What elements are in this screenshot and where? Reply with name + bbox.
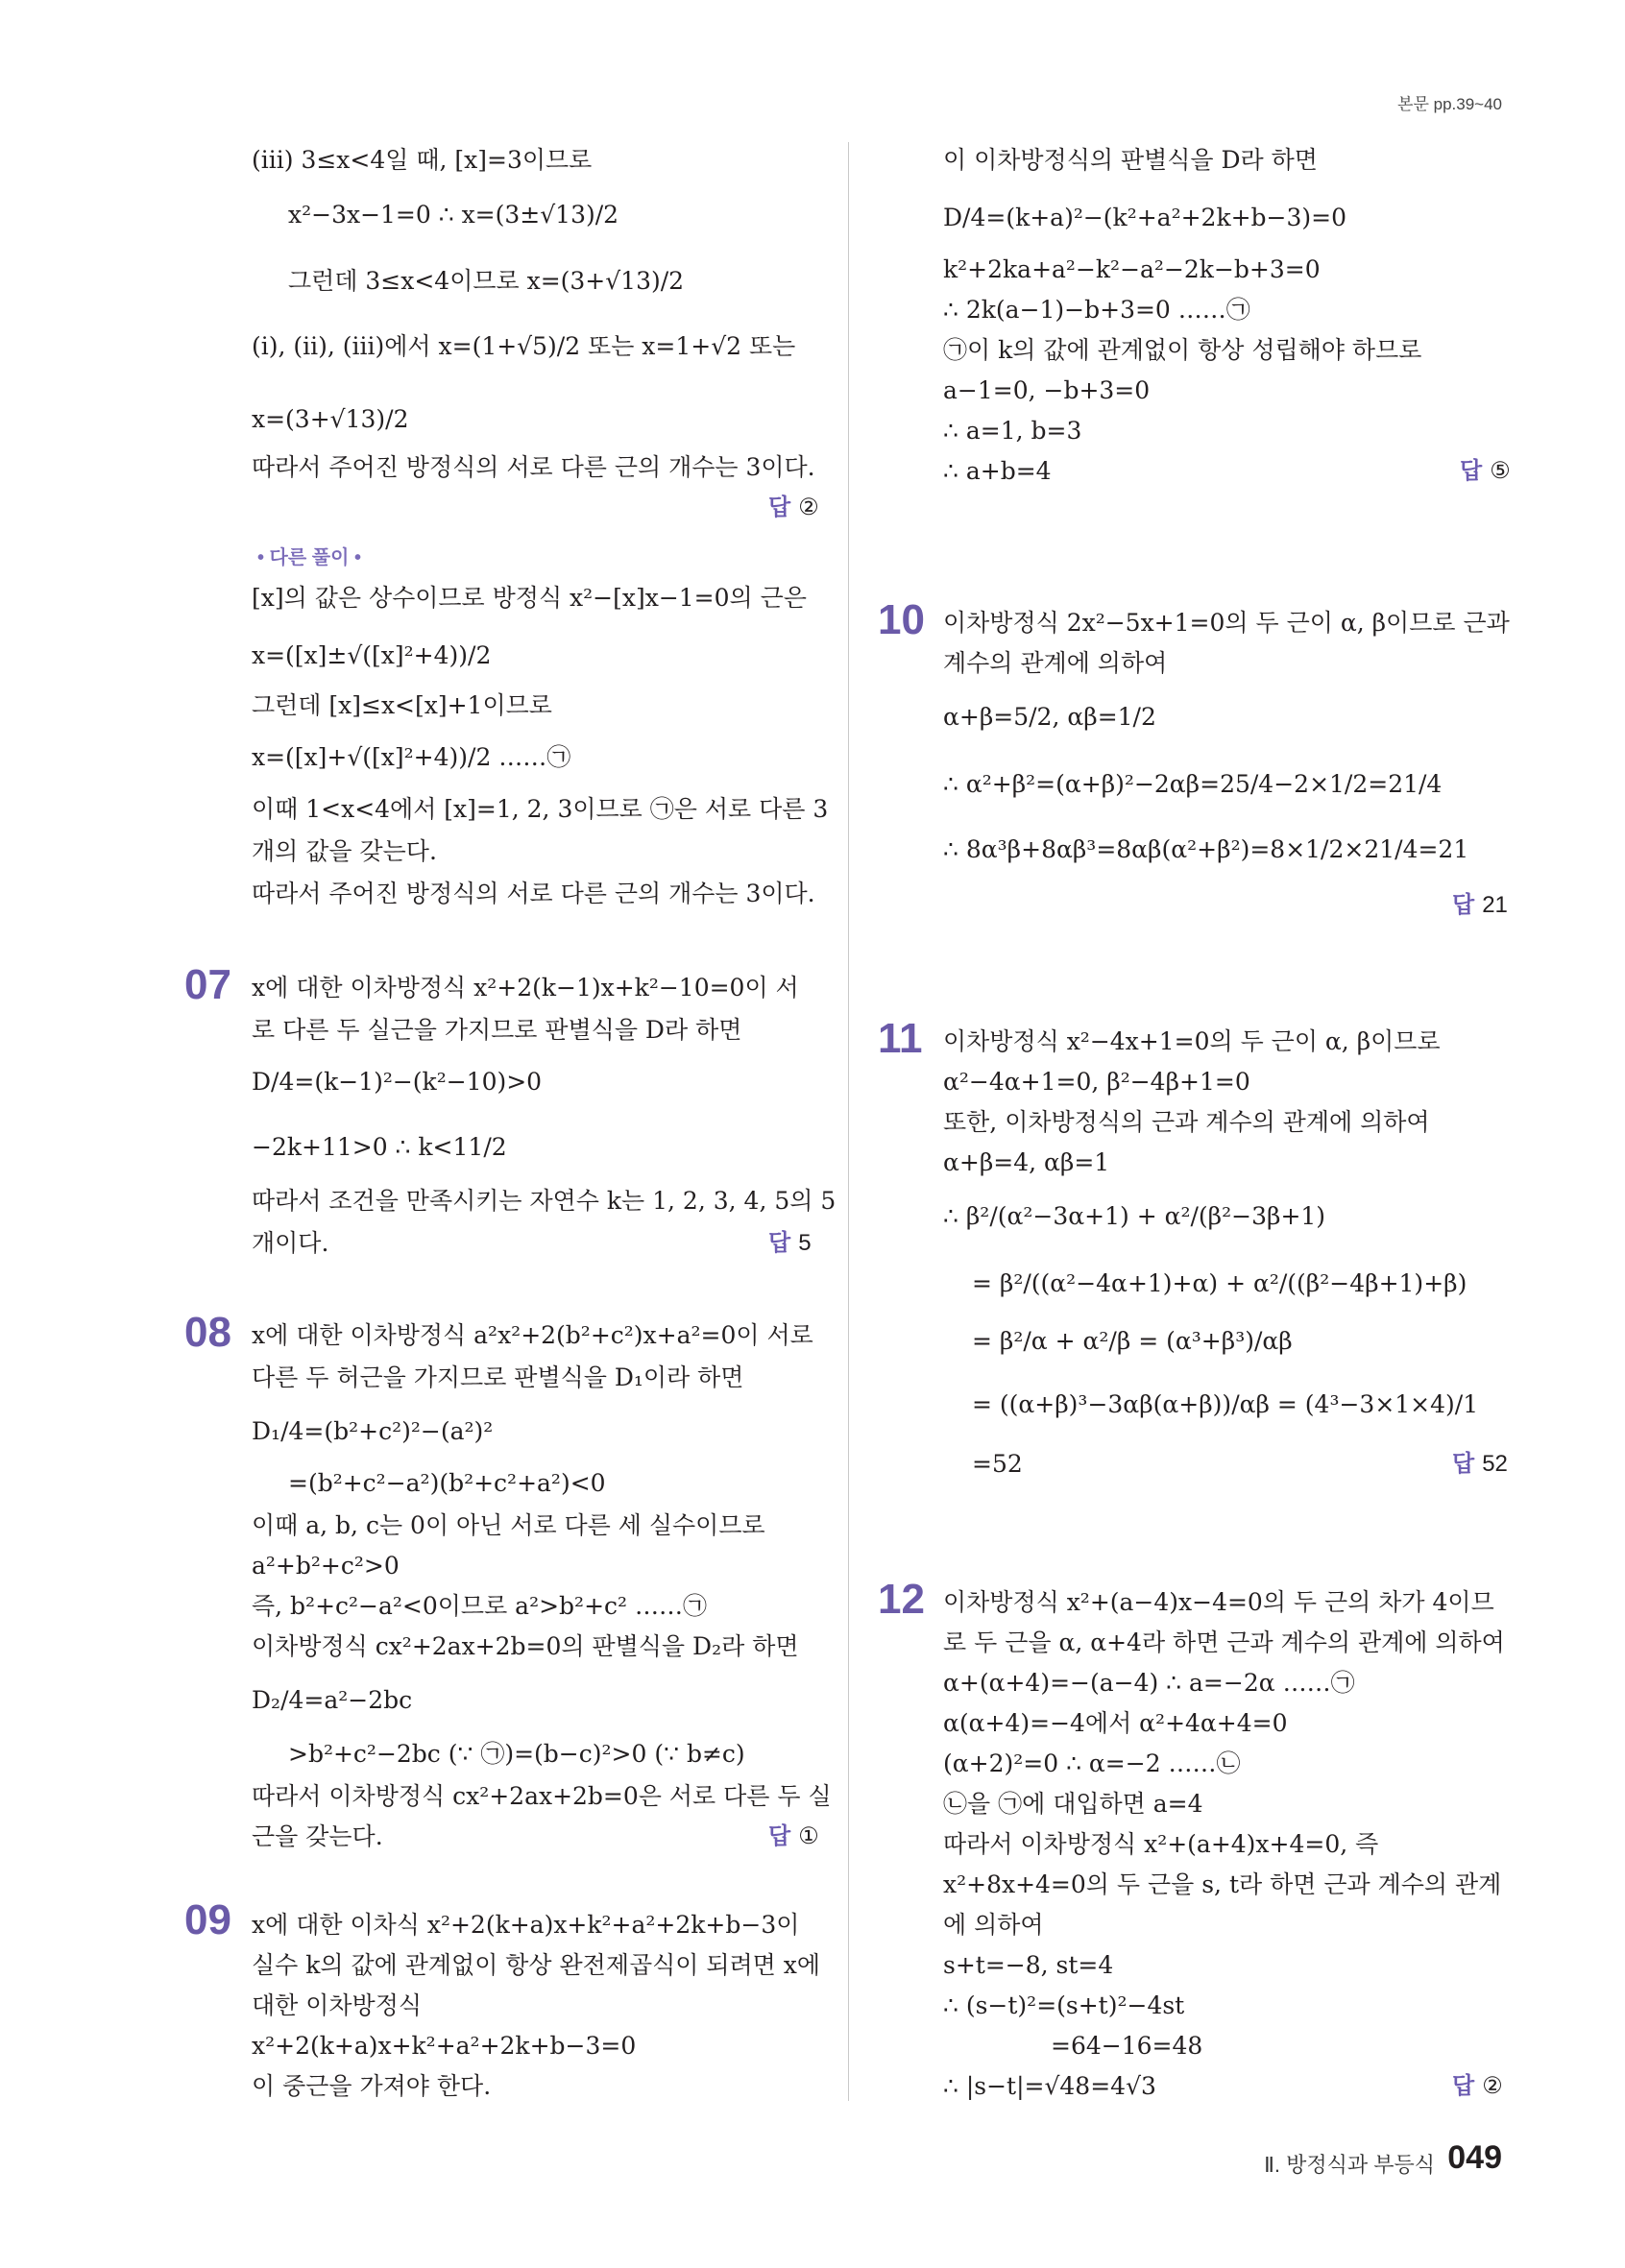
math-line: D/4=(k−1)²−(k²−10)>0 [252, 1068, 543, 1096]
answer-label: 답 [1460, 458, 1483, 484]
text-line: 그런데 3≤x<4이므로 x=(3+√13)/2 [288, 267, 685, 295]
math-line: x=([x]+√([x]²+4))/2 ……㉠ [252, 743, 571, 771]
text-line: 이차방정식 cx²+2ax+2b=0의 판별식을 D₂라 하면 [252, 1632, 799, 1660]
problem-number: 11 [878, 1015, 923, 1062]
page-number: 049 [1447, 2139, 1502, 2176]
math-line: =64−16=48 [1051, 2032, 1203, 2060]
math-line: ∴ a=1, b=3 [943, 417, 1082, 445]
answer [1452, 2070, 1503, 2103]
text-line: 이차방정식 x²+(a−4)x−4=0의 두 근의 차가 4이므 [943, 1588, 1494, 1616]
answer-label: 답 [1452, 2073, 1475, 2099]
math-line: D₁/4=(b²+c²)²−(a²)² [252, 1417, 494, 1445]
answer [768, 492, 819, 524]
text-line: 즉, b²+c²−a²<0이므로 a²>b²+c² ……㉠ [252, 1592, 707, 1620]
text-line: 대한 이차방정식 [252, 1991, 422, 2019]
text-line: 따라서 조건을 만족시키는 자연수 k는 1, 2, 3, 4, 5의 5 [252, 1187, 837, 1215]
text-line: 실수 k의 값에 관계없이 항상 완전제곱식이 되려면 x에 [252, 1951, 821, 1979]
text-line: ㉠이 k의 값에 관계없이 항상 성립해야 하므로 [943, 336, 1422, 364]
math-line: α+β=4, αβ=1 [943, 1148, 1110, 1176]
alternative-solution-title: • 다른 풀이 • [257, 547, 361, 568]
text-line: 근을 갖는다. [252, 1822, 383, 1850]
math-line: a²+b²+c²>0 [252, 1552, 400, 1580]
text-line: x²+8x+4=0의 두 근을 s, t라 하면 근과 계수의 관계 [943, 1870, 1502, 1898]
math-line: α+β=5/2, αβ=1/2 [943, 703, 1156, 731]
text-line: 따라서 주어진 방정식의 서로 다른 근의 개수는 3이다. [252, 880, 815, 907]
answer-label: 답 [768, 1230, 791, 1256]
text-line: 따라서 이차방정식 x²+(a+4)x+4=0, 즉 [943, 1830, 1379, 1858]
text-line: 개의 값을 갖는다. [252, 837, 437, 865]
page-reference: 본문 pp.39~40 [1397, 95, 1502, 113]
math-line: a−1=0, −b+3=0 [943, 376, 1151, 404]
math-line: ∴ α²+β²=(α+β)²−2αβ=25/4−2×1/2=21/4 [943, 770, 1443, 798]
text-line: 그런데 [x]≤x<[x]+1이므로 [252, 691, 552, 719]
math-line: ∴ a+b=4 [943, 457, 1052, 485]
answer-label: 답 [1452, 1451, 1475, 1477]
answer [1452, 889, 1508, 922]
problem-number: 09 [184, 1896, 231, 1943]
text-line: ㉡을 ㉠에 대입하면 a=4 [943, 1790, 1203, 1818]
math-line: >b²+c²−2bc (∵ ㉠)=(b−c)²>0 (∵ b≠c) [288, 1740, 745, 1768]
text-line: 이때 1<x<4에서 [x]=1, 2, 3이므로 ㉠은 서로 다른 3 [252, 795, 829, 823]
problem-number: 08 [184, 1309, 231, 1356]
math-line: x=(3+√13)/2 [252, 405, 409, 433]
math-line: ∴ β²/(α²−3α+1) + α²/(β²−3β+1) [943, 1202, 1326, 1230]
text-line: x에 대한 이차방정식 a²x²+2(b²+c²)x+a²=0이 서로 [252, 1321, 813, 1349]
text-line: 이때 a, b, c는 0이 아닌 서로 다른 세 실수이므로 [252, 1511, 765, 1539]
answer-value: 52 [1482, 1451, 1508, 1477]
column-divider [848, 142, 849, 2101]
answer-value: ⑤ [1490, 458, 1511, 484]
math-line: =(b²+c²−a²)(b²+c²+a²)<0 [288, 1469, 606, 1497]
math-line: k²+2ka+a²−k²−a²−2k−b+3=0 [943, 255, 1321, 283]
text-line: 로 두 근을 α, α+4라 하면 근과 계수의 관계에 의하여 [943, 1629, 1505, 1656]
answer-label: 답 [1452, 892, 1475, 918]
text-line: [x]의 값은 상수이므로 방정식 x²−[x]x−1=0의 근은 [252, 584, 807, 612]
math-line: α²−4α+1=0, β²−4β+1=0 [943, 1068, 1250, 1096]
math-line: x=([x]±√([x]²+4))/2 [252, 641, 492, 669]
answer [1460, 455, 1511, 488]
math-line: x²+2(k+a)x+k²+a²+2k+b−3=0 [252, 2032, 637, 2060]
text-line: 계수의 관계에 의하여 [943, 649, 1168, 677]
text-line: 개이다. [252, 1229, 329, 1257]
math-line: D/4=(k+a)²−(k²+a²+2k+b−3)=0 [943, 204, 1347, 231]
text-line: 이 중근을 가져야 한다. [252, 2072, 492, 2100]
answer [768, 1821, 819, 1853]
text-line: 로 다른 두 실근을 가지므로 판별식을 D라 하면 [252, 1016, 742, 1044]
problem-number: 07 [184, 961, 231, 1008]
answer [1452, 1448, 1508, 1481]
answer-value: ① [798, 1823, 819, 1849]
text-line: x에 대한 이차식 x²+2(k+a)x+k²+a²+2k+b−3이 [252, 1911, 800, 1939]
text-line: (ⅰ), (ⅱ), (ⅲ)에서 x=(1+√5)/2 또는 x=1+√2 또는 [252, 332, 796, 360]
text-line: x에 대한 이차방정식 x²+2(k−1)x+k²−10=0이 서 [252, 974, 799, 1001]
text-line: (ⅲ) 3≤x<4일 때, [x]=3이므로 [252, 146, 593, 174]
text-line: 이차방정식 2x²−5x+1=0의 두 근이 α, β이므로 근과 [943, 609, 1510, 637]
math-line: −2k+11>0 ∴ k<11/2 [252, 1133, 507, 1161]
answer-value: ② [1482, 2073, 1503, 2099]
math-line: x²−3x−1=0 ∴ x=(3±√13)/2 [288, 201, 619, 229]
math-line: α+(α+4)=−(a−4) ∴ a=−2α ……㉠ [943, 1669, 1355, 1697]
answer-value: ② [798, 495, 819, 520]
problem-number: 10 [878, 596, 925, 643]
math-line: (α+2)²=0 ∴ α=−2 ……㉡ [943, 1749, 1241, 1777]
text-line: 에 의하여 [943, 1911, 1044, 1939]
math-line: ∴ 8α³β+8αβ³=8αβ(α²+β²)=8×1/2×21/4=21 [943, 835, 1469, 863]
math-line: ∴ (s−t)²=(s+t)²−4st [943, 1991, 1185, 2019]
text-line: 따라서 주어진 방정식의 서로 다른 근의 개수는 3이다. [252, 453, 815, 481]
math-line: ∴ |s−t|=√48=4√3 [943, 2072, 1156, 2100]
math-line: = β²/((α²−4α+1)+α) + α²/((β²−4β+1)+β) [972, 1269, 1467, 1297]
math-line: ∴ 2k(a−1)−b+3=0 ……㉠ [943, 296, 1250, 324]
text-line: 이 이차방정식의 판별식을 D라 하면 [943, 146, 1318, 174]
text-line: 또한, 이차방정식의 근과 계수의 관계에 의하여 [943, 1108, 1430, 1136]
answer [768, 1227, 812, 1260]
math-line: = ((α+β)³−3αβ(α+β))/αβ = (4³−3×1×4)/1 [972, 1390, 1479, 1418]
math-line: =52 [972, 1450, 1023, 1478]
text-line: 이차방정식 x²−4x+1=0의 두 근이 α, β이므로 [943, 1027, 1441, 1055]
answer-value: 5 [798, 1230, 812, 1256]
math-line: D₂/4=a²−2bc [252, 1686, 413, 1714]
math-line: α(α+4)=−4에서 α²+4α+4=0 [943, 1709, 1288, 1737]
problem-number: 12 [878, 1576, 925, 1623]
answer-value: 21 [1482, 892, 1508, 918]
math-line: s+t=−8, st=4 [943, 1951, 1114, 1979]
answer-label: 답 [768, 1823, 791, 1849]
text-line: 다른 두 허근을 가지므로 판별식을 D₁이라 하면 [252, 1363, 744, 1391]
text-line: 따라서 이차방정식 cx²+2ax+2b=0은 서로 다른 두 실 [252, 1782, 832, 1810]
math-line: = β²/α + α²/β = (α³+β³)/αβ [972, 1327, 1293, 1355]
answer-label: 답 [768, 495, 791, 520]
section-title: Ⅱ. 방정식과 부등식 [1264, 2153, 1435, 2177]
